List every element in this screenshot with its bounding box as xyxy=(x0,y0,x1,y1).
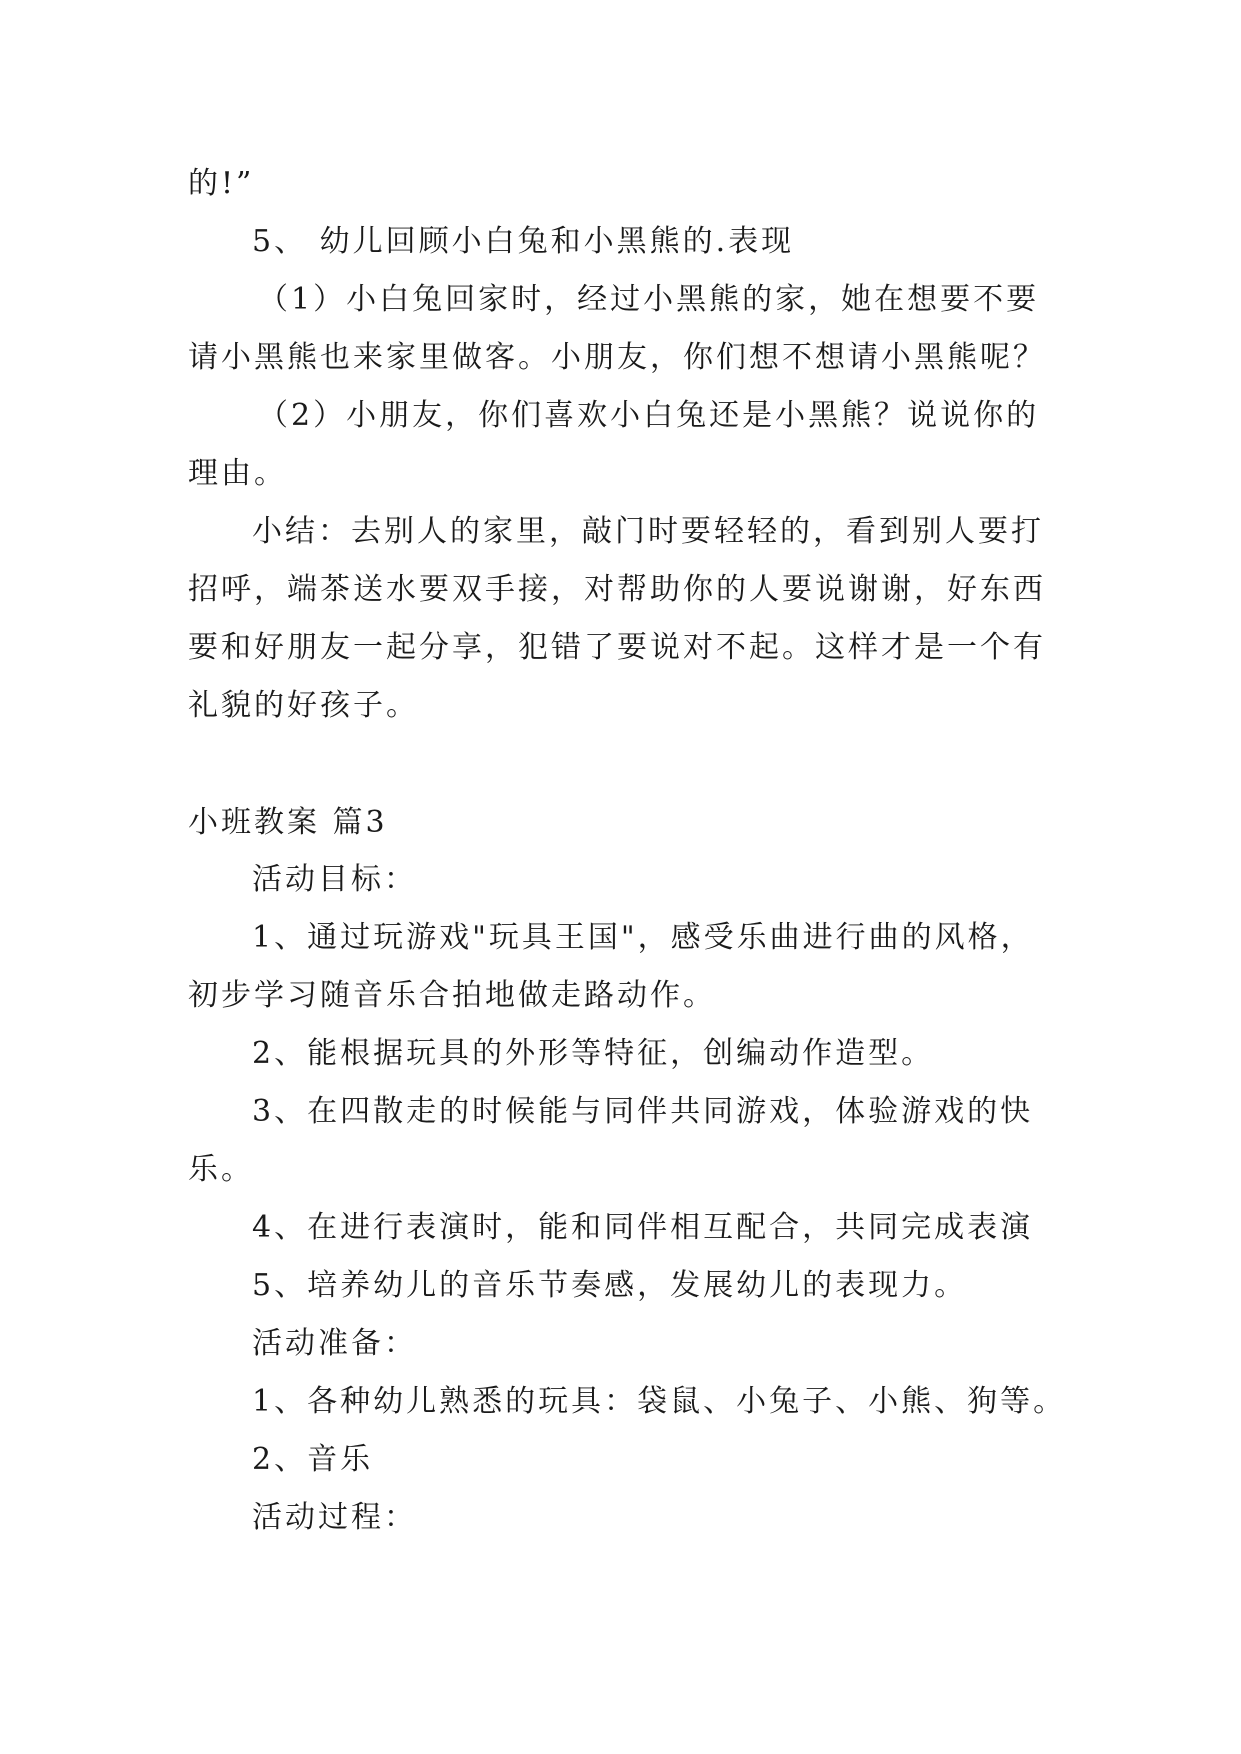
list-item-continuation: 初步学习随音乐合拍地做走路动作。 xyxy=(188,978,716,1013)
list-item: 2、音乐 xyxy=(252,1442,374,1477)
subheading: 活动目标： xyxy=(252,862,417,897)
paragraph-line: 理由。 xyxy=(188,456,287,491)
list-item-continuation: 乐。 xyxy=(188,1152,254,1187)
paragraph-line: （2）小朋友，你们喜欢小白兔还是小黑熊？说说你的 xyxy=(258,398,1040,433)
list-item: 1、通过玩游戏"玩具王国"，感受乐曲进行曲的风格， xyxy=(252,920,1034,955)
subheading: 活动过程： xyxy=(252,1500,417,1535)
list-item: 5、培养幼儿的音乐节奏感，发展幼儿的表现力。 xyxy=(252,1268,968,1303)
list-item: 4、在进行表演时，能和同伴相互配合，共同完成表演 xyxy=(252,1210,1034,1245)
summary-line: 招呼，端茶送水要双手接，对帮助你的人要说谢谢，好东西 xyxy=(188,572,1046,607)
paragraph-line: 的!” xyxy=(188,166,255,201)
list-item: 5、 幼儿回顾小白兔和小黑熊的.表现 xyxy=(252,224,795,259)
list-item: 3、在四散走的时候能与同伴共同游戏，体验游戏的快 xyxy=(252,1094,1034,1129)
list-item: 1、各种幼儿熟悉的玩具：袋鼠、小兔子、小熊、狗等。 xyxy=(252,1384,1067,1419)
paragraph-line: 请小黑熊也来家里做客。小朋友，你们想不想请小黑熊呢？ xyxy=(188,340,1046,375)
summary-line: 要和好朋友一起分享，犯错了要说对不起。这样才是一个有 xyxy=(188,630,1046,665)
summary-line: 小结：去别人的家里，敲门时要轻轻的，看到别人要打 xyxy=(252,514,1044,549)
summary-line: 礼貌的好孩子。 xyxy=(188,688,419,723)
section-title: 小班教案 篇3 xyxy=(188,805,388,840)
paragraph-line: （1）小白兔回家时，经过小黑熊的家，她在想要不要 xyxy=(258,282,1040,317)
list-item: 2、能根据玩具的外形等特征，创编动作造型。 xyxy=(252,1036,935,1071)
subheading: 活动准备： xyxy=(252,1326,417,1361)
